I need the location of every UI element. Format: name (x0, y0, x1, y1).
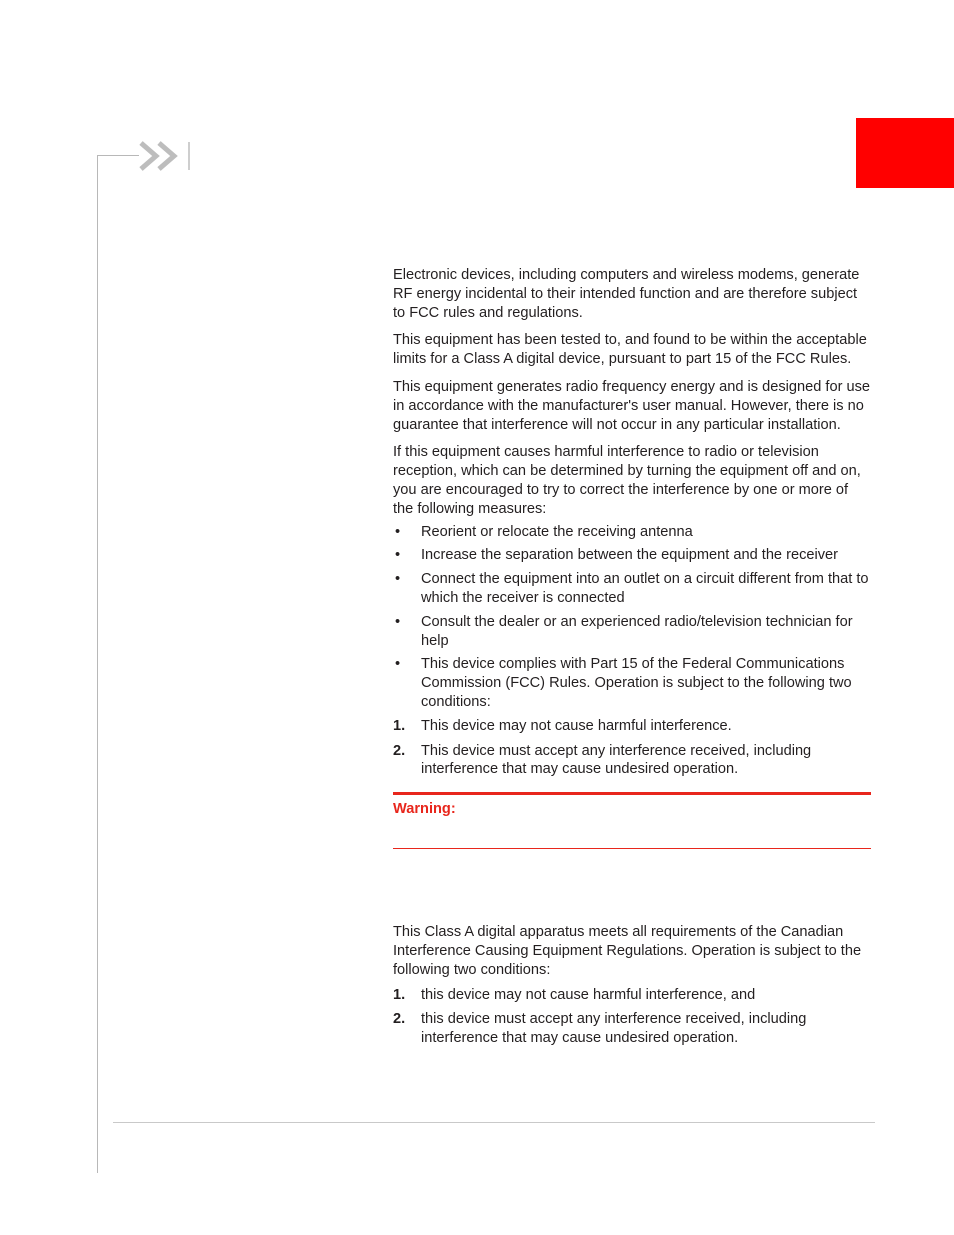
list-item-text: Increase the separation between the equipment and the receiver (421, 547, 839, 564)
list-item (393, 1010, 871, 1048)
warning-box (393, 792, 871, 849)
list-item (393, 570, 871, 608)
page-frame-vertical-line (97, 155, 98, 1173)
canada-section (393, 923, 871, 1048)
bullet-marker: • (395, 613, 401, 630)
main-content (393, 266, 871, 1053)
chapter-tab (856, 118, 954, 188)
list-item (393, 546, 871, 565)
list-number: 2. (393, 742, 406, 759)
bullet-marker: • (395, 523, 401, 540)
bullet-marker: • (395, 656, 401, 673)
fcc-paragraph-1: Electronic devices, including computers and wireless modems, generate RF energy incidental to their intended function and are therefore subject to FCC rules and regulations. (393, 267, 860, 321)
list-item-text: this device must accept any interference received, including interference that may cause undesired operation. (421, 1011, 807, 1047)
list-item-text: This device complies with Part 15 of the Federal Communications Commission (FCC) Rules. Operation is subject to the following two conditions: (421, 656, 852, 710)
fcc-conditions-list (393, 717, 871, 779)
double-chevron-icon (139, 139, 191, 173)
list-item-text: Consult the dealer or an experienced radio/television technician for help (421, 613, 853, 649)
list-item-text: This device must accept any interference received, including interference that may cause undesired operation. (421, 742, 812, 778)
list-number: 2. (393, 1011, 406, 1028)
list-item (393, 986, 871, 1005)
list-item (393, 523, 871, 542)
list-item-text: this device may not cause harmful interference, and (421, 986, 756, 1003)
list-item-text: Reorient or relocate the receiving antenna (421, 523, 693, 540)
page-frame-horizontal-line (97, 155, 139, 156)
footer-divider (113, 1122, 875, 1123)
canada-paragraph: This Class A digital apparatus meets all requirements of the Canadian Interference Causing Equipment Regulations. Operation is subject to the following two conditions: (393, 924, 862, 978)
list-item (393, 613, 871, 651)
list-number: 1. (393, 986, 406, 1003)
bullet-marker: • (395, 571, 401, 588)
list-number: 1. (393, 717, 406, 734)
fcc-paragraph-4: If this equipment causes harmful interference to radio or television reception, which can be determined by turning the equipment off and on, you are encouraged to try to correct the interference by one or more of the following measures: (393, 444, 861, 517)
list-item-text: This device may not cause harmful interference. (421, 717, 732, 734)
canada-conditions-list (393, 986, 871, 1048)
fcc-measures-list (393, 523, 871, 712)
list-item (393, 655, 871, 711)
fcc-paragraph-2: This equipment has been tested to, and found to be within the acceptable limits for a Class A digital device, pursuant to part 15 of the FCC Rules. (393, 332, 867, 368)
fcc-paragraph-3: This equipment generates radio frequency energy and is designed for use in accordance with the manufacturer's user manual. However, there is no guarantee that interference will not occur in any particular installation. (393, 378, 871, 433)
list-item (393, 742, 871, 780)
list-item-text: Connect the equipment into an outlet on a circuit different from that to which the receiver is connected (421, 571, 869, 606)
bullet-marker: • (395, 547, 401, 564)
warning-label: Warning: (393, 801, 456, 818)
list-item (393, 717, 871, 736)
